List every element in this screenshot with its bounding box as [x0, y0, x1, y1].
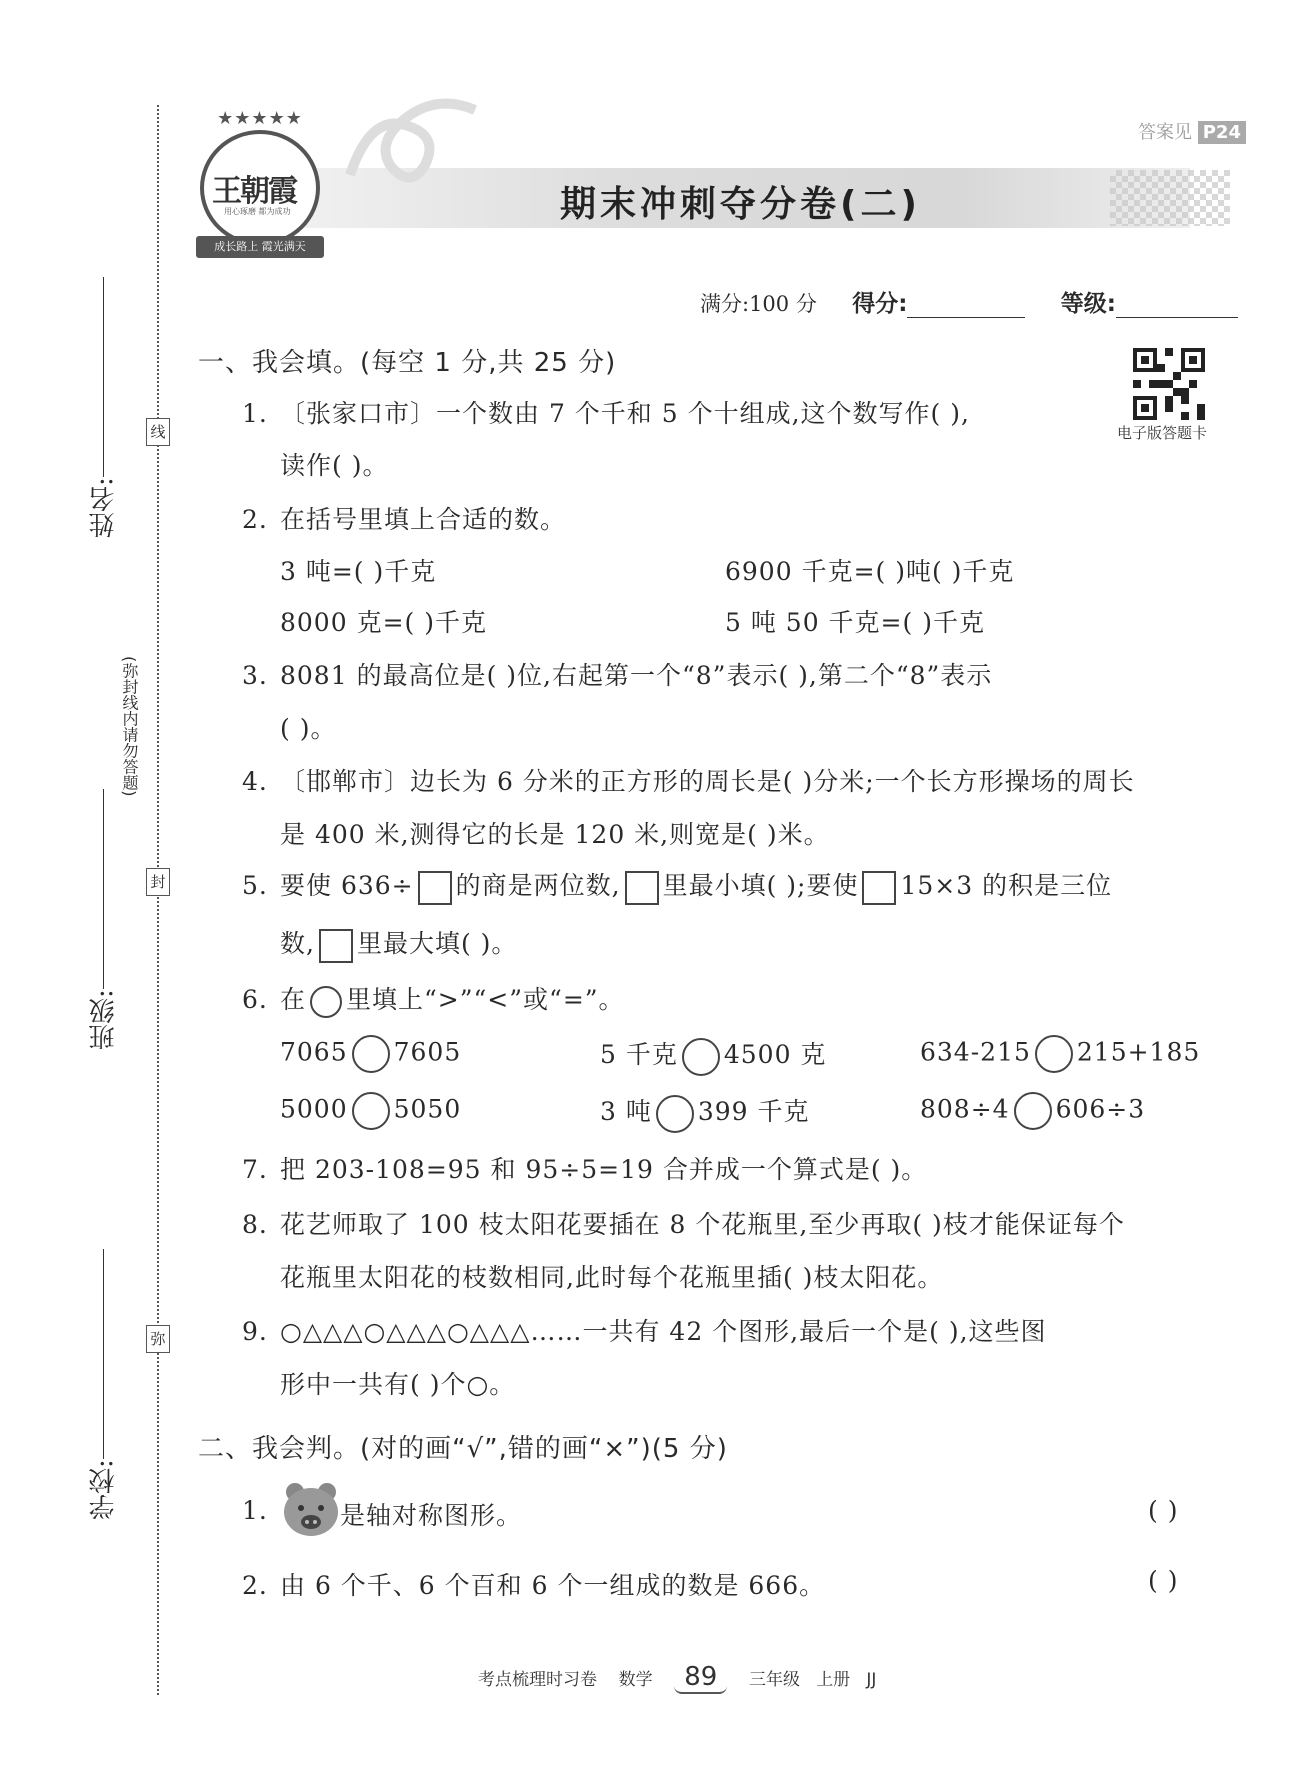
- q3-line1: 8081 的最高位是( )位,右起第一个“8”表示( ),第二个“8”表示: [280, 661, 993, 690]
- q6-item: 634-215 215+185: [920, 1035, 1200, 1073]
- section1-heading: 一、我会填。(每空 1 分,共 25 分): [198, 348, 617, 378]
- judge-2: [242, 1566, 825, 1602]
- question-2: [242, 500, 566, 536]
- q6-text: 在: [280, 985, 307, 1014]
- score-field[interactable]: [907, 293, 1025, 318]
- class-label: 班级:: [89, 989, 119, 1050]
- q5-line2: [280, 924, 517, 963]
- q1-line1: 〔张家口市〕一个数由 7 个千和 5 个十组成,这个数写作( ),: [280, 399, 970, 428]
- answer-circle[interactable]: [656, 1095, 694, 1133]
- question-7: [242, 1150, 927, 1186]
- q6-item: 5000 5050: [280, 1092, 461, 1130]
- q2-line1: 在括号里填上合适的数。: [280, 505, 567, 534]
- q2-item-a: 3 吨=( )千克: [280, 557, 437, 586]
- ribbon-decoration: [330, 95, 480, 185]
- seal-note: (弥封线内请勿答题): [120, 656, 139, 797]
- q8-line2: 花瓶里太阳花的枝数相同,此时每个花瓶里插( )枝太阳花。: [280, 1263, 944, 1292]
- q6-text: 里填上“>”“<”或“=”。: [346, 985, 625, 1014]
- question-5: [242, 866, 1112, 905]
- answer-circle[interactable]: [352, 1035, 390, 1073]
- footer-series: 考点梳理时习卷: [478, 1670, 597, 1690]
- question-number: 2.: [242, 1571, 268, 1600]
- question-number: 3.: [242, 661, 268, 690]
- q8-line1: 花艺师取了 100 枝太阳花要插在 8 个花瓶里,至少再取( )枝才能保证每个: [280, 1210, 1125, 1239]
- q5-text: 里最小填( );要使: [662, 871, 859, 900]
- answer-circle[interactable]: [1035, 1035, 1073, 1073]
- grade-field[interactable]: [1116, 293, 1238, 318]
- page-title: 期末冲刺夺分卷(二): [560, 184, 921, 225]
- q6-item: 7065 7605: [280, 1035, 461, 1073]
- q9-line2: 形中一共有( )个○。: [280, 1370, 516, 1399]
- q2-item-b: 6900 千克=( )吨( )千克: [725, 557, 1015, 586]
- question-number: 7.: [242, 1155, 268, 1184]
- answer-ref: [1138, 118, 1246, 144]
- question-1: [242, 394, 970, 430]
- q6-item: 3 吨 399 千克: [600, 1092, 810, 1133]
- q2-item-d: 5 吨 50 千克=( )千克: [725, 608, 985, 637]
- q2-item-c: 8000 克=( )千克: [280, 608, 487, 637]
- brand-logo: [190, 108, 330, 258]
- logo-sub: 用心琢磨 都为成功: [224, 207, 291, 216]
- score-line: [700, 285, 1238, 318]
- pig-face-icon: [281, 1480, 341, 1540]
- qr-caption: 电子版答题卡: [1117, 424, 1208, 442]
- grade-label: 等级:: [1060, 291, 1116, 317]
- judge-2-paren[interactable]: ( ): [1148, 1566, 1179, 1595]
- q9-line1: ○△△△○△△△○△△△……一共有 42 个图形,最后一个是( ),这些图: [280, 1317, 1047, 1346]
- question-3: [242, 656, 992, 692]
- answer-box[interactable]: [418, 871, 452, 905]
- footer-grade: 三年级: [748, 1670, 800, 1690]
- q7-line: 把 203-108=95 和 95÷5=19 合并成一个算式是( )。: [280, 1155, 928, 1184]
- q3-line2: ( )。: [280, 714, 337, 743]
- question-number: 1.: [242, 399, 268, 428]
- page-number: 89: [674, 1662, 727, 1694]
- seal-mark-line: 线: [146, 418, 170, 446]
- q4-line2: 是 400 米,测得它的长是 120 米,则宽是( )米。: [280, 820, 830, 849]
- question-4: [242, 762, 1135, 798]
- judge-1-paren[interactable]: ( ): [1148, 1496, 1179, 1525]
- q5-text: 要使 636÷: [280, 871, 414, 900]
- footer: [478, 1662, 876, 1692]
- judge-1-text: 是轴对称图形。: [340, 1501, 523, 1530]
- name-field[interactable]: [85, 268, 119, 538]
- footer-volume: 上册: [816, 1670, 851, 1690]
- seal-mark-seal: 封: [146, 868, 170, 896]
- answer-box[interactable]: [862, 871, 896, 905]
- judge-2-text: 由 6 个千、6 个百和 6 个一组成的数是 666。: [280, 1571, 826, 1600]
- logo-slogan: 成长路上 霞光满天: [196, 236, 324, 258]
- q5-text: 数,: [280, 929, 315, 958]
- full-score: 满分:100 分: [700, 292, 817, 316]
- question-number: 1.: [242, 1496, 268, 1525]
- answer-circle[interactable]: [310, 986, 342, 1018]
- school-field[interactable]: [85, 1240, 119, 1520]
- class-field[interactable]: [85, 780, 119, 1050]
- seal-dotted-line: [157, 105, 159, 1695]
- question-number: 6.: [242, 985, 268, 1014]
- question-9: [242, 1312, 1047, 1348]
- banner-checker: [1110, 170, 1230, 226]
- q5-text: 的商是两位数,: [455, 871, 621, 900]
- q4-line1: 〔邯郸市〕边长为 6 分米的正方形的周长是( )分米;一个长方形操场的周长: [280, 767, 1135, 796]
- question-number: 9.: [242, 1317, 268, 1346]
- score-label: 得分:: [852, 291, 908, 317]
- section2-heading: 二、我会判。(对的画“√”,错的画“×”)(5 分): [198, 1434, 728, 1464]
- answer-circle[interactable]: [352, 1092, 390, 1130]
- answer-box[interactable]: [625, 871, 659, 905]
- logo-stars: ★★★★★: [217, 108, 303, 129]
- qr-code[interactable]: [1133, 348, 1205, 420]
- q5-text: 15×3 的积是三位: [900, 871, 1113, 900]
- footer-edition: JJ: [866, 1670, 877, 1690]
- school-label: 学校:: [89, 1459, 119, 1520]
- answer-circle[interactable]: [1014, 1092, 1052, 1130]
- answer-circle[interactable]: [682, 1038, 720, 1076]
- q6-item: 5 千克 4500 克: [600, 1035, 826, 1076]
- answer-box[interactable]: [319, 929, 353, 963]
- question-number: 5.: [242, 871, 268, 900]
- seal-mark-mi: 弥: [146, 1325, 170, 1353]
- question-number: 4.: [242, 767, 268, 796]
- q6-item: 808÷4 606÷3: [920, 1092, 1145, 1130]
- question-8: [242, 1205, 1125, 1241]
- question-number: 2.: [242, 505, 268, 534]
- q1-line2: 读作( )。: [280, 451, 389, 480]
- answer-ref-label: 答案见: [1138, 122, 1192, 143]
- question-6: [242, 980, 625, 1018]
- q5-text: 里最大填( )。: [356, 929, 518, 958]
- name-label: 姓名:: [89, 477, 119, 538]
- logo-brand: 王朝霞: [212, 174, 296, 209]
- question-number: 8.: [242, 1210, 268, 1239]
- footer-subject: 数学: [618, 1670, 653, 1690]
- judge-1: [242, 1496, 280, 1525]
- answer-ref-page: P24: [1198, 121, 1246, 144]
